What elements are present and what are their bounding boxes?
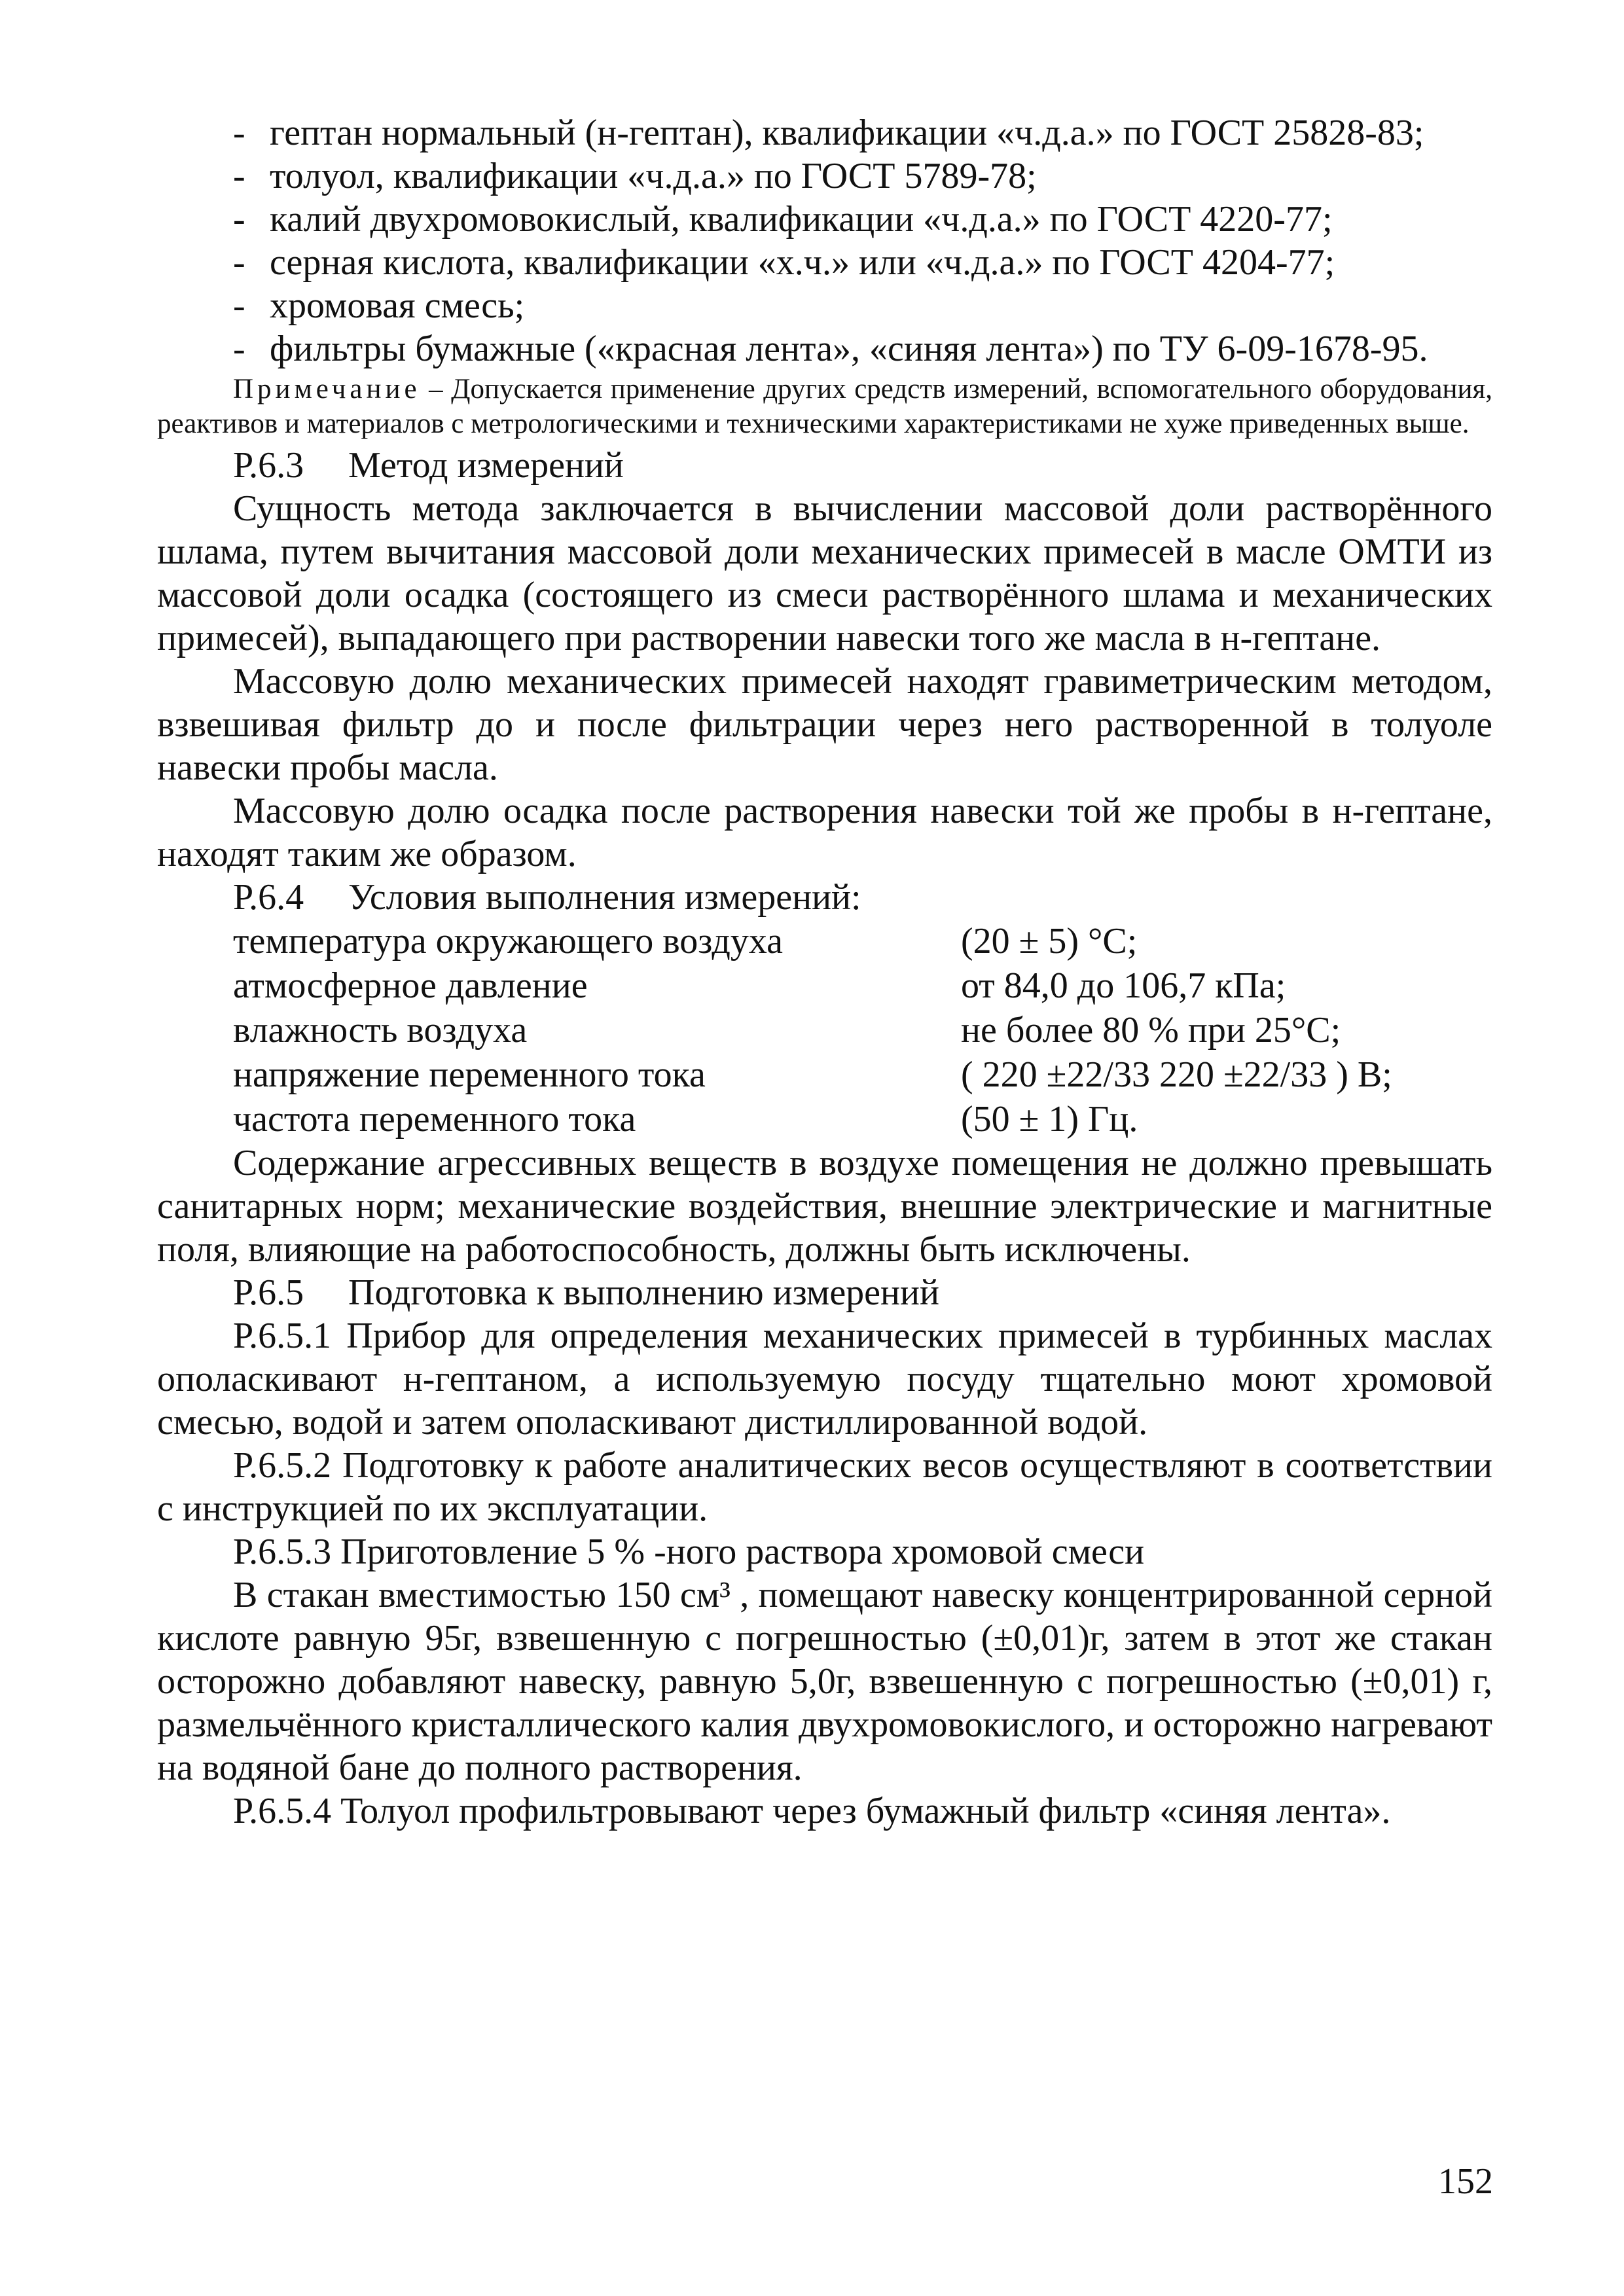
paragraph: Сущность метода заключается в вычислении массовой доли растворённого шлама, путем вычитания массовой доли механических примесей в масле ОМТИ из массовой доли осадка (состоящего из смеси растворённого шлама и механических примесей), выпадающего при растворении навески того же масла в н-гептане. [157, 488, 1492, 658]
list-item: - фильтры бумажные («красная лента», «синяя лента») по ТУ 6-09-1678-95. [233, 329, 1428, 369]
paragraph: Р.6.5.2 Подготовку к работе аналитических весов осуществляют в соответствии с инструкцией по их эксплуатации. [157, 1445, 1492, 1529]
paragraph: Массовую долю механических примесей находят гравиметрическим методом, взвешивая фильтр до и после фильтрации через него растворенной в толуоле навески пробы масла. [157, 661, 1492, 788]
section-heading: Р.6.4 Условия выполнения измерений: [233, 877, 861, 918]
page-number: 152 [1438, 2161, 1493, 2202]
condition-row: атмосферное давление от 84,0 до 106,7 кПа; [233, 965, 1286, 1006]
conditions-table [157, 919, 1492, 1141]
paragraph: Содержание агрессивных веществ в воздухе помещения не должно превышать санитарных норм; механические воздействия, внешние электрические и магнитные поля, влияющие на работоспособность, должны быть исключены. [157, 1143, 1492, 1270]
condition-row: частота переменного тока (50 ± 1) Гц. [233, 1099, 1138, 1139]
condition-row: напряжение переменного тока ( 220 ±22/33 220 ±22/33 ) В; [233, 1054, 1392, 1095]
section-heading: Р.6.5 Подготовка к выполнению измерений [233, 1272, 939, 1313]
list-item: - хромовая смесь; [233, 285, 525, 326]
paragraph: Р.6.5.3 Приготовление 5 % -ного раствора хромовой смеси [233, 1532, 1145, 1572]
note-paragraph [157, 372, 1492, 441]
note-text: – Допускается применение других средств измерений, вспомогательного оборудования, реактивов и материалов с метрологическими и техническими характеристиками не хуже приведенных выше. [157, 374, 1492, 439]
note-label: Примечание [233, 374, 421, 404]
section-heading: Р.6.3 Метод измерений [233, 445, 624, 486]
page-content [157, 111, 1492, 1833]
condition-row: влажность воздуха не более 80 % при 25°C; [233, 1010, 1341, 1050]
paragraph: Массовую долю осадка после растворения навески той же пробы в н-гептане, находят таким же образом. [157, 791, 1492, 874]
reagent-list [157, 111, 1492, 370]
condition-row: температура окружающего воздуха (20 ± 5) °C; [233, 921, 1138, 961]
list-item: - серная кислота, квалификации «х.ч.» или «ч.д.а.» по ГОСТ 4204-77; [233, 242, 1335, 283]
paragraph: Р.6.5.1 Прибор для определения механических примесей в турбинных маслах ополаскивают н-гептаном, а используемую посуду тщательно моют хромовой смесью, водой и затем ополаскивают дистиллированной водой. [157, 1316, 1492, 1443]
paragraph: Р.6.5.4 Толуол профильтровывают через бумажный фильтр «синяя лента». [233, 1791, 1391, 1831]
list-item: - толуол, квалификации «ч.д.а.» по ГОСТ 5789-78; [233, 156, 1037, 196]
paragraph: В стакан вместимостью 150 см³ , помещают навеску концентрированной серной кислоте равную 95г, взвешенную с погрешностью (±0,01)г, затем в этот же стакан осторожно добавляют навеску, равную 5,0г, взвешенную с погрешностью (±0,01) г, размельчённого кристаллического калия двухромовокислого, и осторожно нагревают на водяной бане до полного растворения. [157, 1575, 1492, 1788]
list-item: - гептан нормальный (н-гептан), квалификации «ч.д.а.» по ГОСТ 25828-83; [233, 113, 1424, 153]
list-item: - калий двухромовокислый, квалификации «ч.д.а.» по ГОСТ 4220-77; [233, 199, 1333, 240]
